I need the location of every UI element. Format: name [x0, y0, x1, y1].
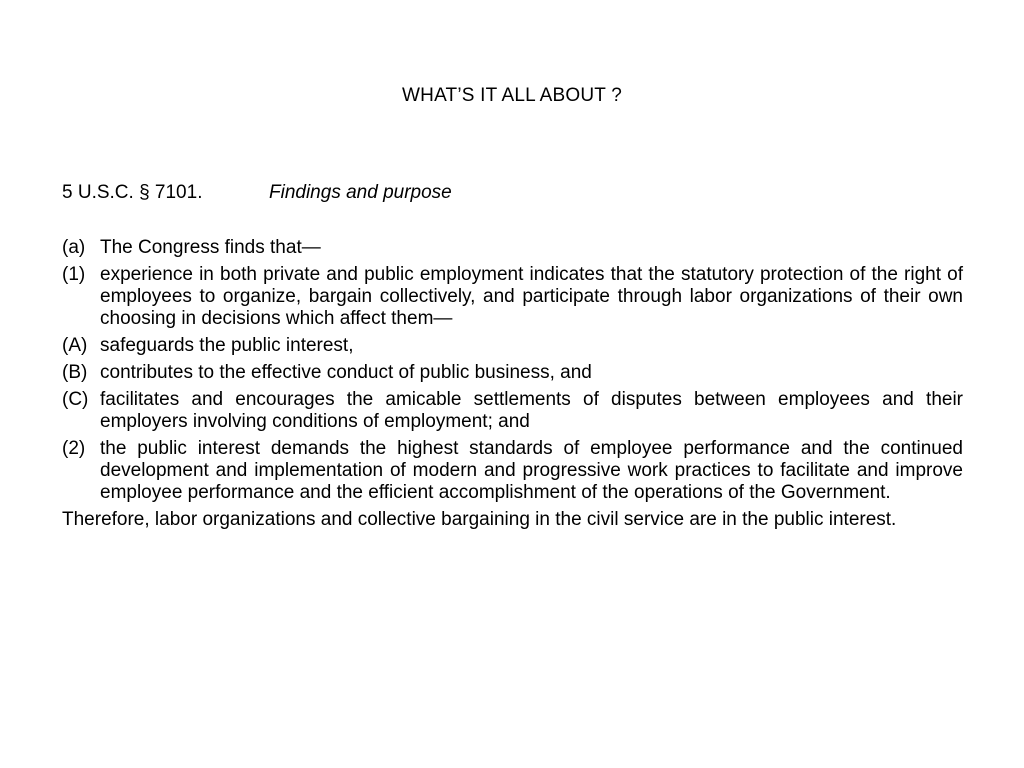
- provision-text: the public interest demands the highest standards of employee performance and the continued development and implementation of modern and progressive work practices to facilitate and improve employee performance and the efficient accomplishment of the operations of the Government.: [100, 438, 963, 503]
- provision-text: The Congress finds that—: [100, 237, 321, 258]
- provision-marker: (C): [62, 389, 89, 410]
- provision-text: contributes to the effective conduct of public business, and: [100, 362, 592, 383]
- closing-paragraph: Therefore, labor organizations and collective bargaining in the civil service are in the public interest.: [62, 509, 897, 530]
- citation-heading: Findings and purpose: [269, 182, 452, 203]
- statute-text: [62, 237, 963, 531]
- provision-text: safeguards the public interest,: [100, 335, 354, 356]
- statute-citation: [62, 181, 452, 205]
- provision-text: experience in both private and public employment indicates that the statutory protection of the right of employees to organize, bargain collectively, and participate through labor organizations of their own choosing in decisions which affect them—: [100, 264, 963, 329]
- provision-marker: (2): [62, 438, 86, 459]
- citation-reference: 5 U.S.C. § 7101.: [62, 182, 203, 203]
- provision-marker: (1): [62, 264, 86, 285]
- provision-item: [62, 362, 963, 384]
- provision-item: [62, 438, 963, 504]
- provision-item: [62, 237, 963, 259]
- provision-item: [62, 389, 963, 433]
- provision-marker: (a): [62, 237, 86, 258]
- provision-marker: (A): [62, 335, 88, 356]
- provision-item: [62, 264, 963, 330]
- provision-text: facilitates and encourages the amicable settlements of disputes between employees and their employers involving conditions of employment; and: [100, 389, 963, 432]
- provision-item: [62, 335, 963, 357]
- provision-marker: (B): [62, 362, 88, 383]
- slide-title: WHAT’S IT ALL ABOUT ?: [402, 85, 622, 106]
